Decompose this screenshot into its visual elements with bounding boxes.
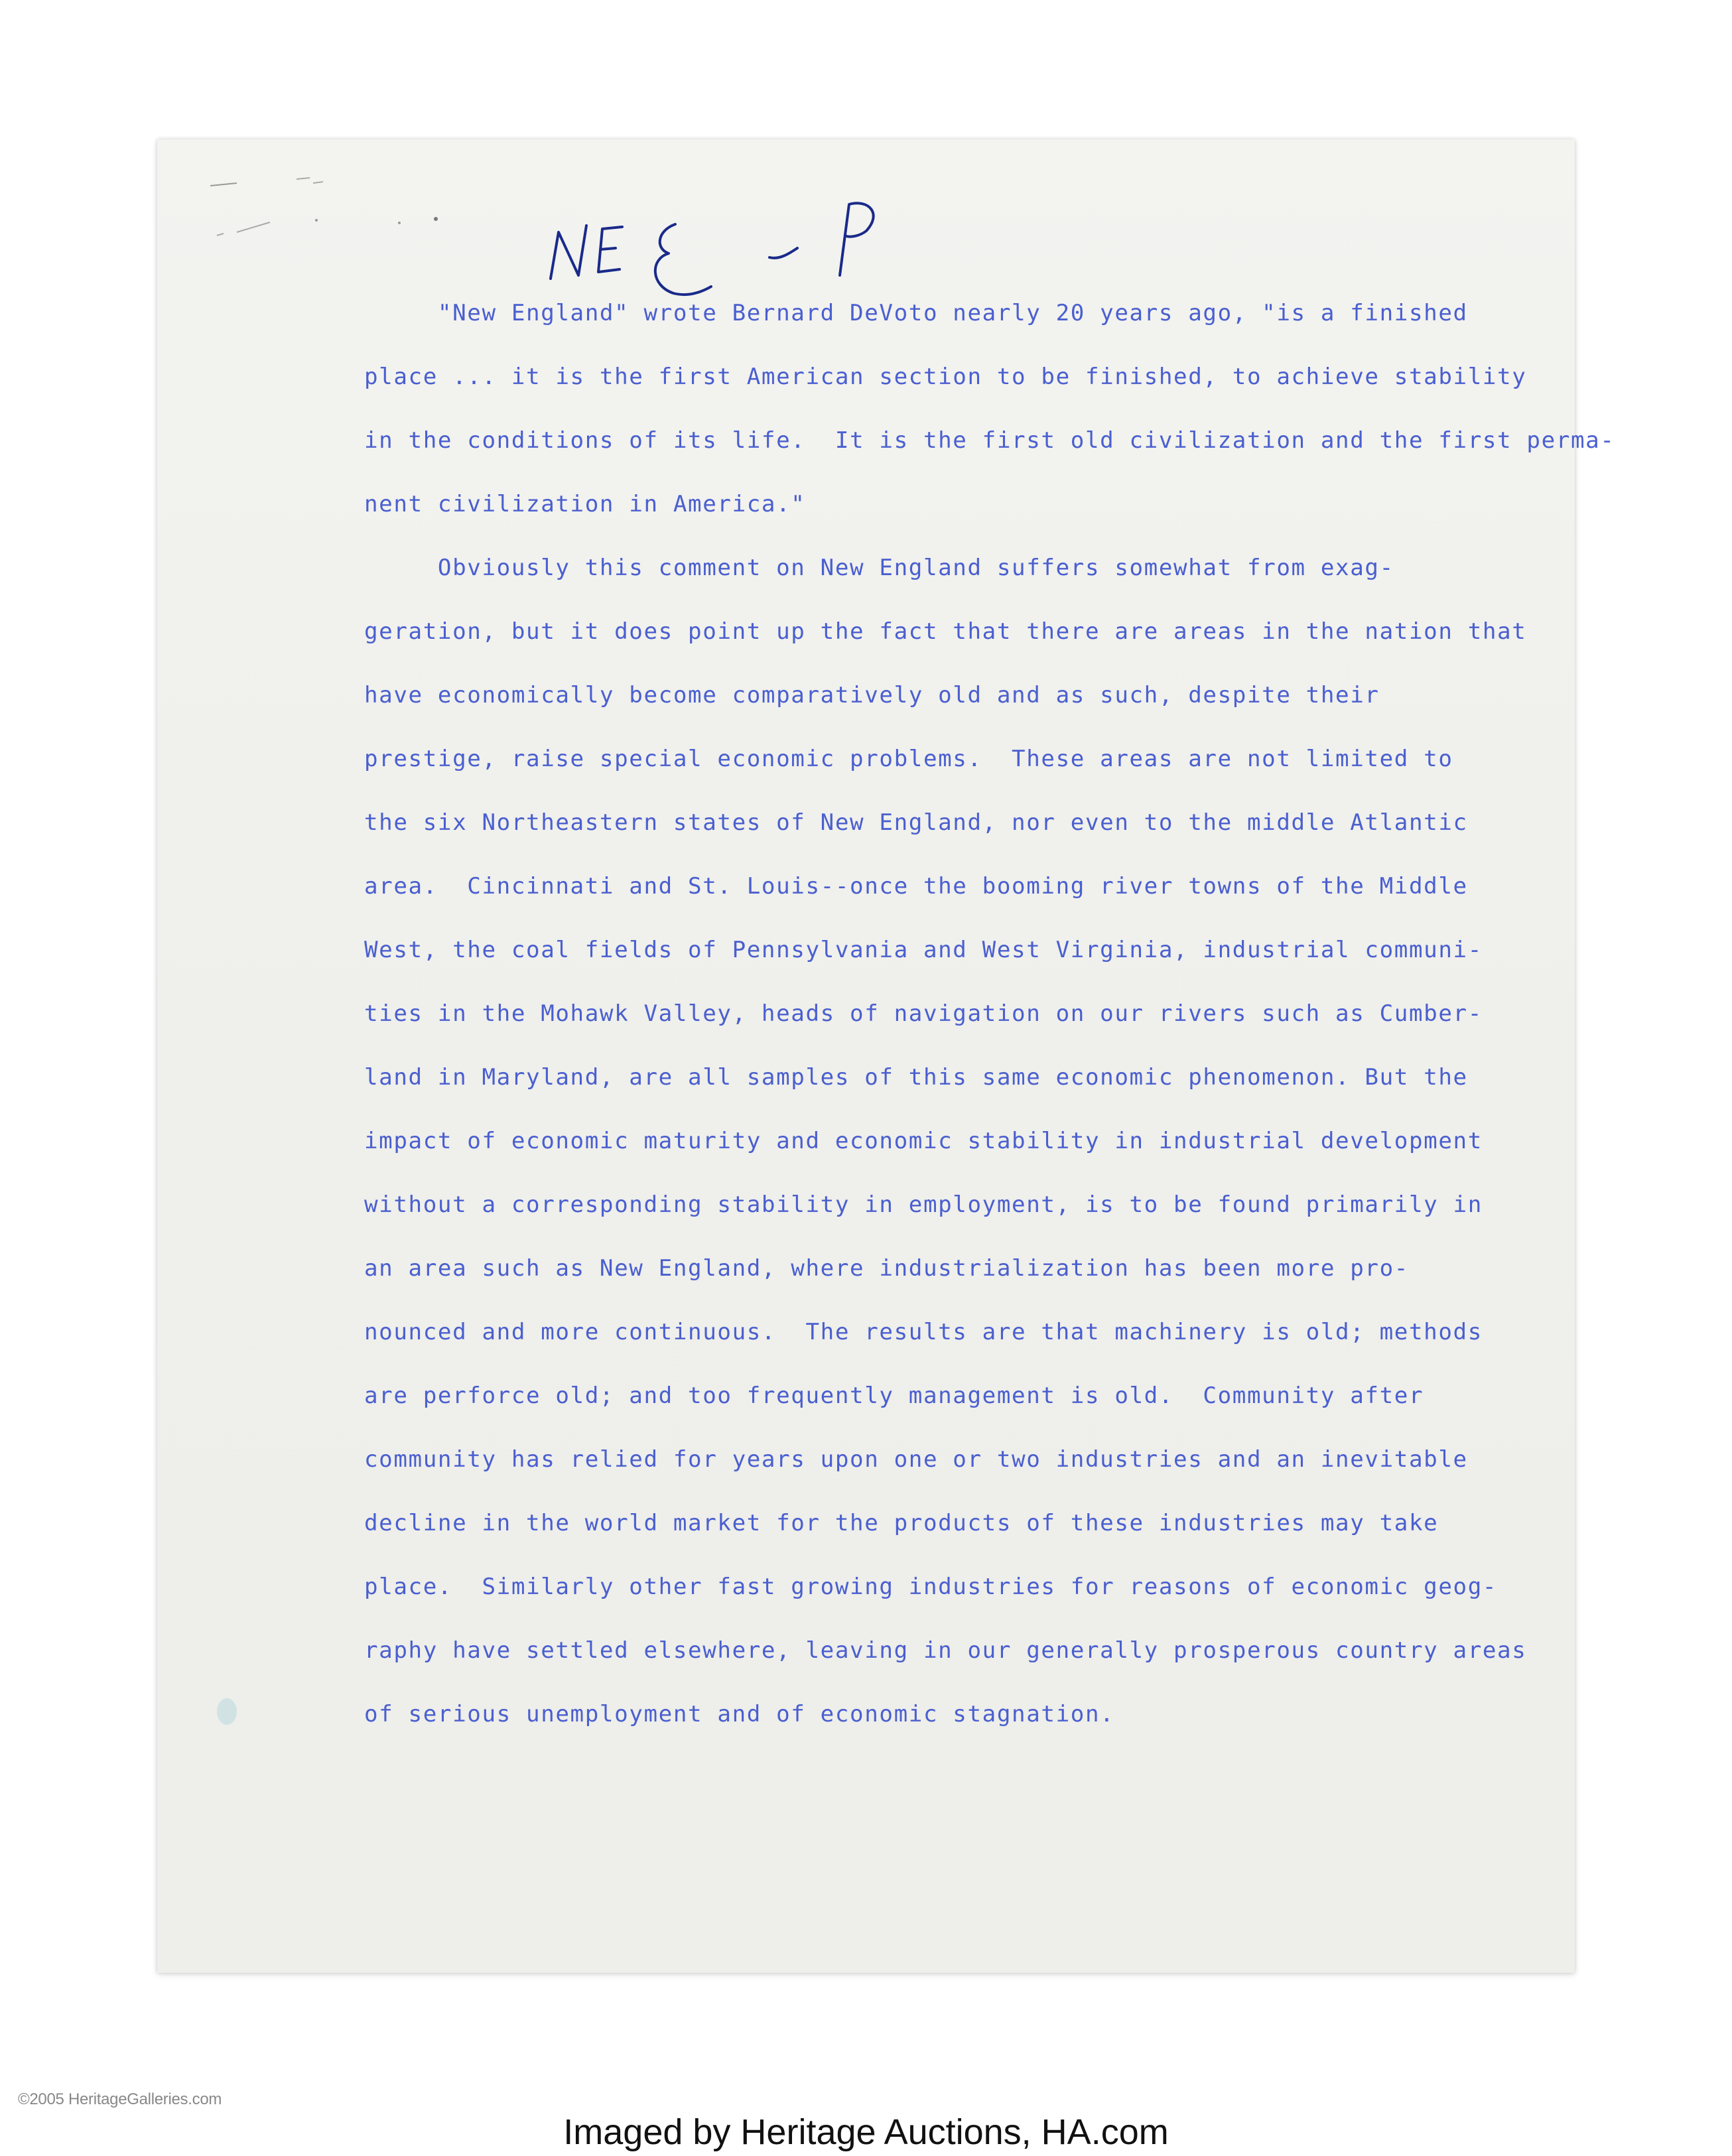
text-line: of serious unemployment and of economic stagnation.: [364, 1701, 1115, 1727]
text-line: ties in the Mohawk Valley, heads of navigation on our rivers such as Cumber-: [364, 1000, 1483, 1027]
typed-body-text: [364, 281, 1615, 1746]
text-line: an area such as New England, where industrialization has been more pro-: [364, 1255, 1409, 1282]
paragraph: [364, 281, 1615, 536]
text-line: community has relied for years upon one or two industries and an inevitable: [364, 1446, 1468, 1473]
ink-smudge: [217, 1698, 237, 1725]
paragraph: [364, 536, 1527, 1746]
text-line: geration, but it does point up the fact that there are areas in the nation that: [364, 618, 1527, 645]
copyright-notice: ©2005 HeritageGalleries.com: [18, 2090, 222, 2108]
text-line: have economically become comparatively old and as such, despite their: [364, 682, 1380, 708]
image-credit: Imaged by Heritage Auctions, HA.com: [563, 2112, 1169, 2152]
text-line: West, the coal fields of Pennsylvania and West Virginia, industrial communi-: [364, 937, 1483, 963]
text-line: land in Maryland, are all samples of this same economic phenomenon. But the: [364, 1064, 1468, 1091]
text-line: impact of economic maturity and economic stability in industrial development: [364, 1128, 1483, 1154]
text-line: nent civilization in America.": [364, 491, 806, 517]
text-line: are perforce old; and too frequently management is old. Community after: [364, 1382, 1424, 1409]
text-line: in the conditions of its life. It is the first old civilization and the first perma-: [364, 427, 1615, 454]
text-line: raphy have settled elsewhere, leaving in our generally prosperous country areas: [364, 1637, 1527, 1664]
document-sheet: [157, 139, 1615, 1973]
text-line: place. Similarly other fast growing industries for reasons of economic geog-: [364, 1574, 1498, 1600]
text-line: place ... it is the first American section to be finished, to achieve stability: [364, 364, 1527, 390]
text-line: area. Cincinnati and St. Louis--once the booming river towns of the Middle: [364, 873, 1468, 900]
text-line: without a corresponding stability in employment, is to be found primarily in: [364, 1191, 1483, 1218]
text-line: prestige, raise special economic problems. These areas are not limited to: [364, 746, 1453, 772]
text-line: decline in the world market for the products of these industries may take: [364, 1510, 1439, 1536]
text-line: the six Northeastern states of New England, nor even to the middle Atlantic: [364, 809, 1468, 836]
corner-pencil-marks: [197, 159, 476, 259]
text-line: nounced and more continuous. The results are that machinery is old; methods: [364, 1319, 1483, 1345]
text-line: Obviously this comment on New England suffers somewhat from exag-: [364, 555, 1394, 581]
text-line: "New England" wrote Bernard DeVoto nearly 20 years ago, "is a finished: [364, 300, 1468, 326]
